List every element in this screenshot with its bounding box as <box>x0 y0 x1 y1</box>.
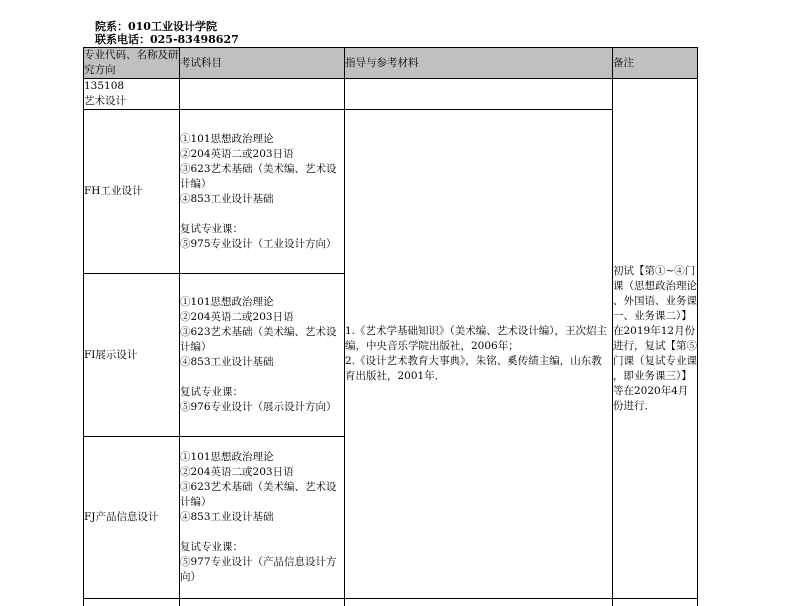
subject-line: ④853工业设计基础 <box>180 192 274 205</box>
subject-line: ③623艺术基础（美术编、艺术设计编） <box>180 162 337 190</box>
subject-line: ④853工业设计基础 <box>180 356 274 368</box>
subject-line: ②204英语二或203日语 <box>180 466 294 478</box>
table-row-fh <box>84 110 698 274</box>
remark-text: 初试【第①~④门课（思想政治理论、外国语、业务课一、业务课二）】在2019年12月份进行，复试【第⑤门课（复试专业课，即业务课三）】等在2020年4月份进行． <box>613 264 697 412</box>
empty-cell <box>180 79 345 110</box>
reference-item: 2.《设计艺术教育大事典》，朱铭、奚传绩主编，山东教育出版社，2001年． <box>345 355 602 382</box>
retest-label: 复试专业课： <box>180 541 243 553</box>
subject-line: ②204英语二或203日语 <box>180 147 294 160</box>
col-header-program: 专业代码、名称及研究方向 <box>84 48 180 79</box>
reference-item: 1.《艺术学基础知识》（美术编、艺术设计编），王次炤主编，中央音乐学院出版社，2006年； <box>345 325 608 352</box>
subject-line: ②204英语二或203日语 <box>180 311 294 323</box>
subject-line: ④853工业设计基础 <box>180 511 274 523</box>
page-header-block <box>95 20 239 46</box>
retest-label: 复试专业课： <box>180 386 243 398</box>
subject-line: ①101思想政治理论 <box>180 296 274 308</box>
empty-cell <box>345 79 613 110</box>
subject-line: ①101思想政治理论 <box>180 451 274 463</box>
col-header-remarks: 备注 <box>613 48 698 79</box>
direction-cell: FI展示设计 <box>84 274 180 437</box>
direction-cell: FJ产品信息设计 <box>84 437 180 599</box>
retest-line: ⑤977专业设计（产品信息设计方向） <box>180 556 337 583</box>
subjects-cell <box>180 274 345 437</box>
program-row <box>84 79 698 110</box>
subject-line: ③623艺术基础（美术编、艺术设计编） <box>180 326 337 353</box>
subject-line: ①101思想政治理论 <box>180 132 274 145</box>
program-name: 艺术设计 <box>84 95 126 107</box>
retest-line: ⑤976专业设计（展示设计方向） <box>180 401 337 413</box>
spacer <box>180 207 344 222</box>
spacer <box>180 370 344 385</box>
remarks-cell <box>613 79 698 599</box>
table-header-row <box>84 48 698 79</box>
reference-cell <box>345 110 613 599</box>
department-line: 院系：010工业设计学院 <box>95 20 217 33</box>
col-header-subjects: 考试科目 <box>180 48 345 79</box>
col-header-reference: 指导与参考材料 <box>345 48 613 79</box>
empty-cell <box>345 599 613 606</box>
empty-cell <box>613 599 698 606</box>
retest-line: ⑤975专业设计（工业设计方向） <box>180 237 337 250</box>
direction-cell: FH工业设计 <box>84 110 180 274</box>
subjects-cell <box>180 110 345 274</box>
program-cell <box>84 79 180 110</box>
spacer <box>180 525 344 540</box>
subjects-cell <box>180 437 345 599</box>
retest-label: 复试专业课： <box>180 222 243 235</box>
phone-line: 联系电话：025-83498627 <box>95 33 239 46</box>
empty-cell <box>84 599 180 606</box>
program-code: 135108 <box>84 80 125 92</box>
admissions-table <box>83 47 698 606</box>
subject-line: ③623艺术基础（美术编、艺术设计编） <box>180 481 337 508</box>
table-row-clipped <box>84 599 698 606</box>
empty-cell <box>180 599 345 606</box>
